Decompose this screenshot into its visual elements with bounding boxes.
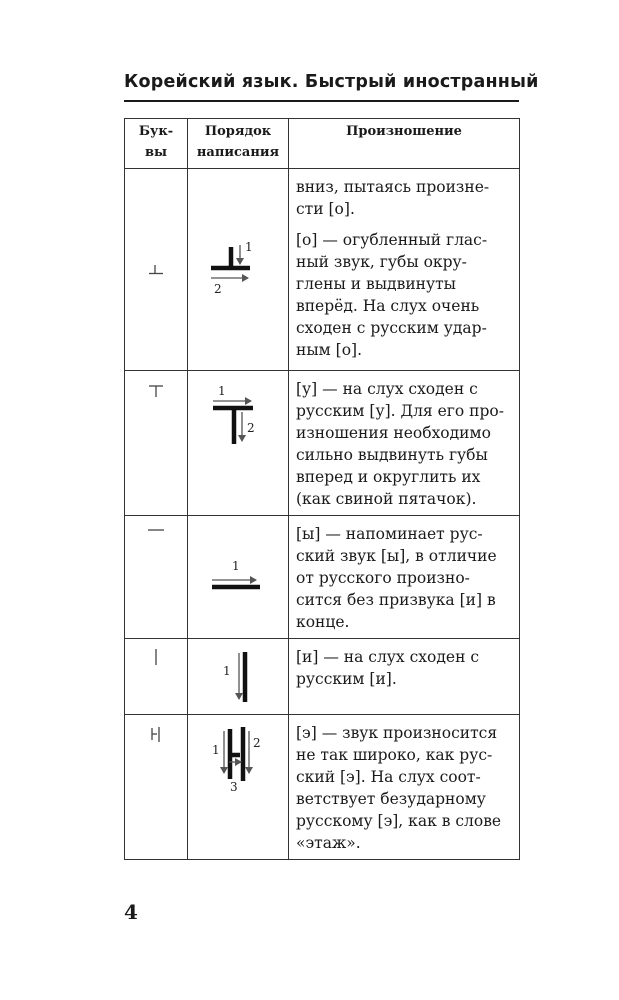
table-row bbox=[125, 639, 520, 715]
stroke-number: 1 bbox=[218, 384, 226, 398]
pronunciation-text: [о] — огубленный глас- ный звук, губы окру- глены и выдвинуты вперёд. На слух очень сходен с русским удар- ным [о]. bbox=[296, 231, 488, 359]
pronunciation-text: [ы] — напоминает рус- ский звук [ы], в отличие от русского произно- сится без призвука [и] в конце. bbox=[296, 525, 497, 631]
letter-cell bbox=[125, 169, 188, 371]
column-header-letters-text: Бук- вы bbox=[138, 124, 174, 160]
column-header-letters bbox=[125, 119, 188, 169]
stroke-number: 2 bbox=[253, 736, 261, 750]
table-row bbox=[125, 371, 520, 516]
stroke-number: 2 bbox=[214, 281, 222, 296]
stroke-order-diagram-u bbox=[203, 377, 273, 453]
pronunciation-cell bbox=[289, 371, 520, 516]
stroke-order-cell bbox=[188, 516, 289, 639]
vowel-i-icon bbox=[146, 647, 166, 667]
stroke-order-diagram-eu bbox=[203, 552, 273, 602]
stroke-order-diagram-o bbox=[203, 235, 273, 305]
column-header-pronunciation bbox=[289, 119, 520, 169]
column-header-pronunciation-text: Произношение bbox=[346, 124, 462, 139]
stroke-number: 1 bbox=[223, 663, 231, 678]
stroke-number: 2 bbox=[247, 421, 255, 435]
table-row bbox=[125, 169, 520, 371]
stroke-number: 1 bbox=[212, 743, 220, 757]
header-rule bbox=[124, 100, 519, 102]
stroke-order-cell bbox=[188, 169, 289, 371]
column-header-stroke-order bbox=[188, 119, 289, 169]
letter-cell bbox=[125, 516, 188, 639]
column-header-stroke-order-text: Порядок написания bbox=[196, 124, 280, 160]
letter-cell bbox=[125, 371, 188, 516]
stroke-order-diagram-i bbox=[203, 647, 273, 707]
vowel-o-icon bbox=[146, 260, 166, 280]
stroke-order-diagram-ae bbox=[203, 723, 273, 795]
pronunciation-cell bbox=[289, 516, 520, 639]
stroke-order-cell bbox=[188, 715, 289, 860]
stroke-number: 3 bbox=[230, 780, 238, 794]
pronunciation-cell bbox=[289, 169, 520, 371]
table-row bbox=[125, 715, 520, 860]
pronunciation-cell bbox=[289, 715, 520, 860]
page-header: Корейский язык. Быстрый иностранный bbox=[124, 72, 539, 92]
letter-cell bbox=[125, 639, 188, 715]
pronunciation-text: [и] — на слух сходен с русским [и]. bbox=[296, 648, 480, 688]
pronunciation-cell bbox=[289, 639, 520, 715]
pronunciation-text: [э] — звук произносится не так широко, как рус- ский [э]. На слух соот- ветствует безударному русскому [э], как в слове «этаж». bbox=[296, 724, 502, 852]
page-number: 4 bbox=[124, 900, 138, 924]
table-row bbox=[125, 516, 520, 639]
letter-cell bbox=[125, 715, 188, 860]
stroke-number: 1 bbox=[232, 559, 240, 573]
vowel-ae-icon bbox=[146, 725, 166, 745]
vowel-table bbox=[124, 118, 520, 860]
stroke-order-cell bbox=[188, 639, 289, 715]
vowel-eu-icon bbox=[146, 524, 166, 536]
pronunciation-text: [у] — на слух сходен с русским [у]. Для его про- изношения необходимо сильно выдвинуть губы вперед и округлить их (как свиной пятачок). bbox=[296, 380, 505, 508]
stroke-number: 1 bbox=[245, 239, 253, 254]
stroke-order-cell bbox=[188, 371, 289, 516]
vowel-u-icon bbox=[146, 381, 166, 401]
pronunciation-text: вниз, пытаясь произне- сти [о]. bbox=[296, 178, 490, 218]
